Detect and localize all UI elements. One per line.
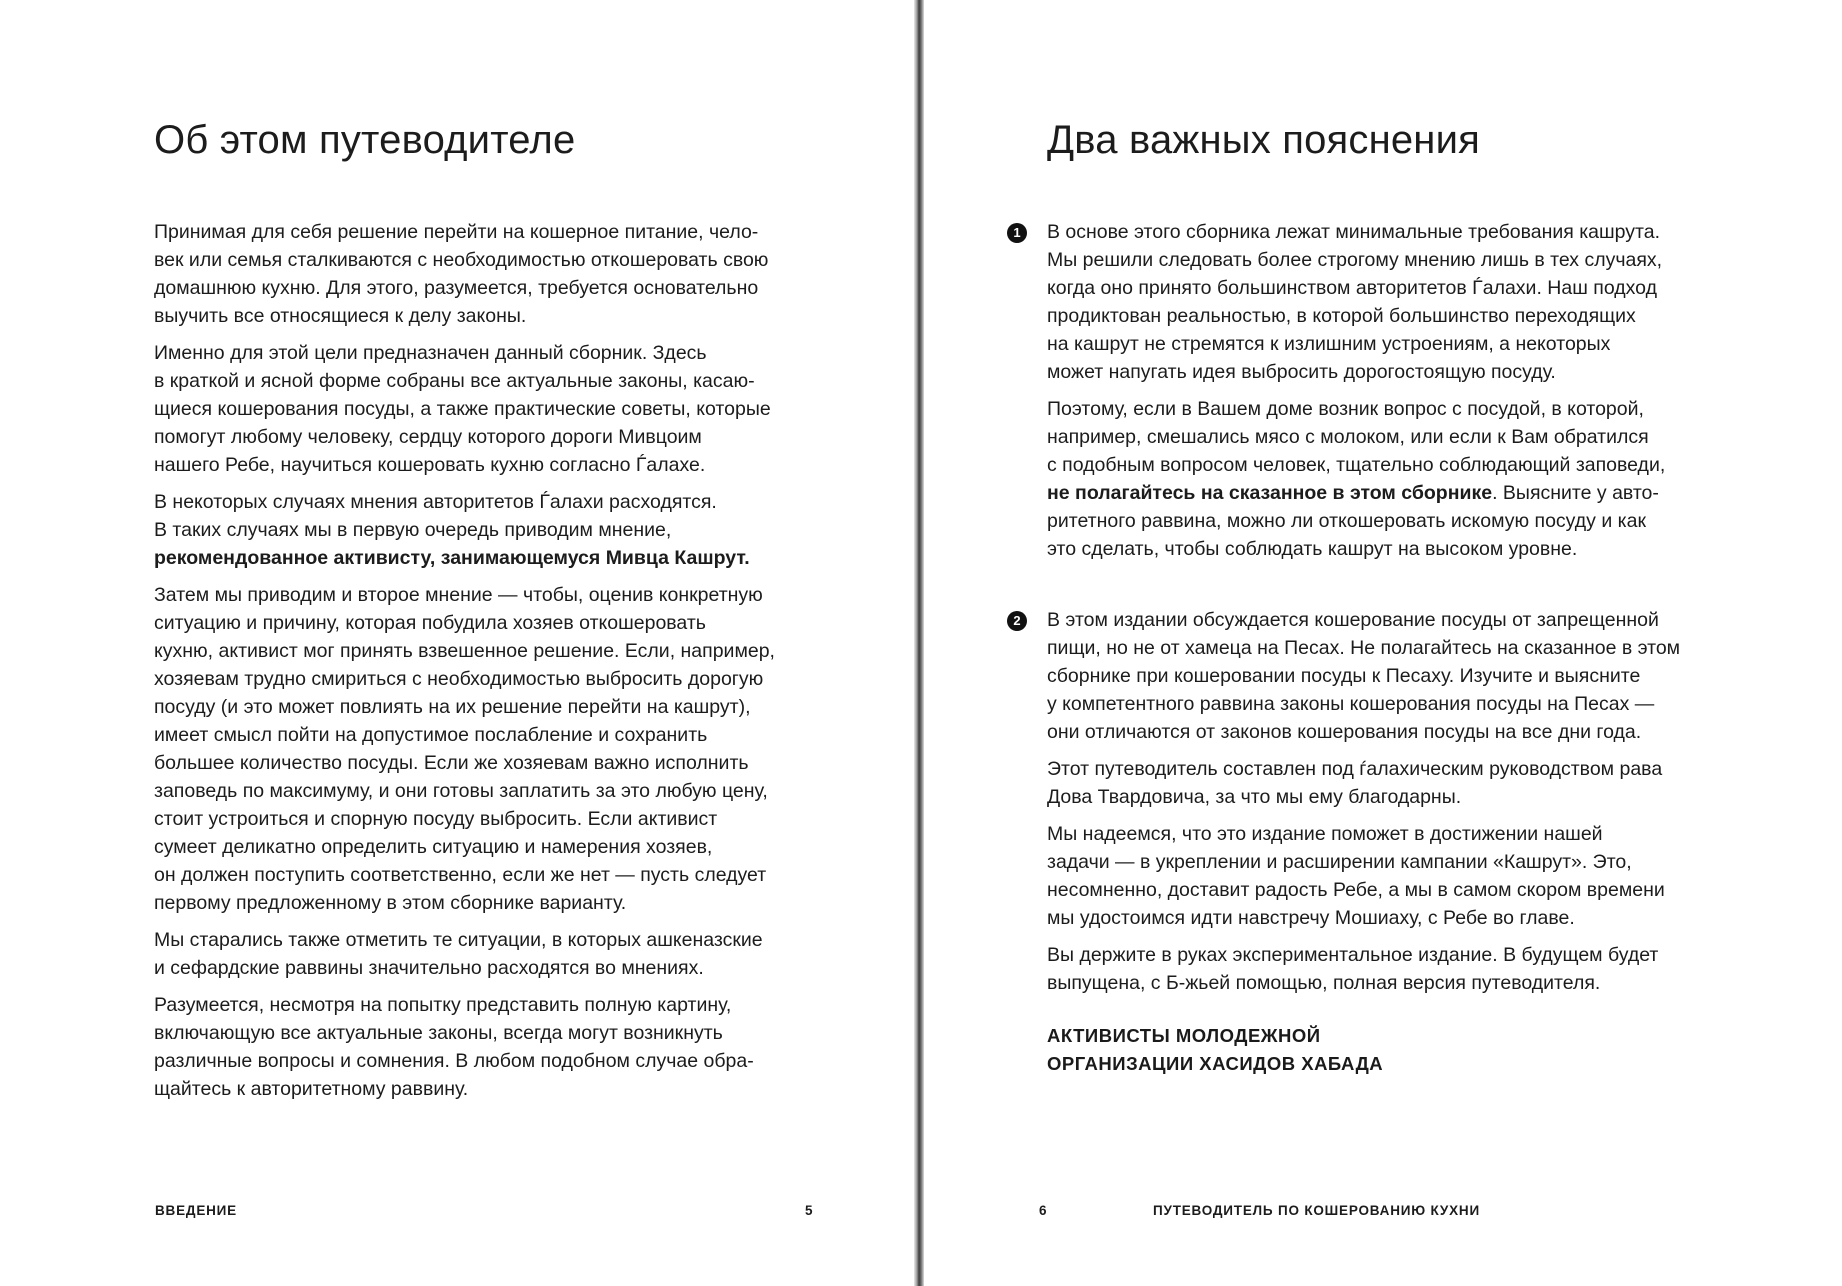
- text-line: несомненно, доставит радость Ребе, а мы в самом скором времени: [1047, 879, 1665, 901]
- text-line: например, смешались мясо с молоком, или если к Вам обратился: [1047, 426, 1649, 448]
- paragraph: [1047, 606, 1707, 746]
- text-line: домашнюю кухню. Для этого, разумеется, требуется основательно: [154, 277, 759, 299]
- paragraph: [154, 218, 814, 330]
- paragraph: [1047, 941, 1707, 997]
- text-line: может напугать идея выбросить дорогостоящую посуду.: [1047, 361, 1556, 383]
- text-line: имеет смысл пойти на допустимое послабление и сохранить: [154, 724, 708, 746]
- text-line: ритетного раввина, можно ли откошеровать искомую посуду и как: [1047, 510, 1646, 532]
- text-line: заповедь по максимуму, и они готовы заплатить за это любую цену,: [154, 780, 768, 802]
- text-line: он должен поступить соответственно, если же нет — пусть следует: [154, 864, 767, 886]
- text-line: Поэтому, если в Вашем доме возник вопрос с посудой, в которой,: [1047, 398, 1644, 420]
- text-line: Вы держите в руках экспериментальное издание. В будущем будет: [1047, 944, 1659, 966]
- text-line: посуду (и это может повлиять на их решение перейти на кашрут),: [154, 696, 751, 718]
- page-number: 5: [805, 1203, 814, 1218]
- text-line: Дова Твардовича, за что мы ему благодарны.: [1047, 786, 1462, 808]
- number-badge-2: 2: [1007, 611, 1027, 631]
- note-1: [1013, 218, 1707, 563]
- left-page-title: Об этом путеводителе: [154, 118, 576, 162]
- signature-line: ОРГАНИЗАЦИИ ХАСИДОВ ХАБАДА: [1047, 1053, 1384, 1074]
- book-spine-gutter: [914, 0, 924, 1286]
- text-line: кухню, активист мог принять взвешенное решение. Если, например,: [154, 640, 775, 662]
- footer-book-title: ПУТЕВОДИТЕЛЬ ПО КОШЕРОВАНИЮ КУХНИ: [1153, 1203, 1480, 1218]
- text-fragment: . Выясните у авто-: [1492, 482, 1659, 504]
- text-line: с подобным вопросом человек, тщательно соблюдающий заповеди,: [1047, 454, 1666, 476]
- text-line: нашего Ребе, научиться кошеровать кухню согласно Ѓалахе.: [154, 454, 706, 476]
- text-line: задачи — в укреплении и расширении кампании «Кашрут». Это,: [1047, 851, 1632, 873]
- text-line: Мы надеемся, что это издание поможет в достижении нашей: [1047, 823, 1603, 845]
- text-line: сборнике при кошеровании посуды к Песаху. Изучите и выясните: [1047, 665, 1641, 687]
- text-line: и сефардские раввины значительно расходятся во мнениях.: [154, 957, 704, 979]
- footer-section-label: ВВЕДЕНИЕ: [155, 1203, 237, 1218]
- page-number: 6: [1039, 1203, 1048, 1218]
- text-line: щиеся кошерования посуды, а также практические советы, которые: [154, 398, 771, 420]
- text-line: когда оно принято большинством авторитетов Ѓалахи. Наш подход: [1047, 277, 1657, 299]
- text-line: В основе этого сборника лежат минимальные требования кашрута.: [1047, 221, 1661, 243]
- text-line: Мы решили следовать более строгому мнению лишь в тех случаях,: [1047, 249, 1663, 271]
- left-page: [0, 0, 914, 1286]
- bold-emphasis: рекомендованное активисту, занимающемуся Мивца Кашрут.: [154, 547, 750, 569]
- text-line: большее количество посуды. Если же хозяевам важно исполнить: [154, 752, 749, 774]
- paragraph: [1047, 395, 1707, 563]
- text-line: мы удостоимся идти навстречу Мошиаху, с Ребе во главе.: [1047, 907, 1575, 929]
- paragraph: [154, 926, 814, 982]
- text-line: сумеет деликатно определить ситуацию и намерения хозяев,: [154, 836, 713, 858]
- text-line: пищи, но не от хамеца на Песах. Не полагайтесь на сказанное в этом: [1047, 637, 1681, 659]
- text-line: они отличаются от законов кошерования посуды на все дни года.: [1047, 721, 1642, 743]
- text-line: в краткой и ясной форме собраны все актуальные законы, касаю-: [154, 370, 755, 392]
- text-line: Разумеется, несмотря на попытку представить полную картину,: [154, 994, 732, 1016]
- right-text-column: [1013, 218, 1707, 1078]
- paragraph: [1047, 218, 1707, 386]
- paragraph: [1047, 820, 1707, 932]
- right-page: [924, 0, 1842, 1286]
- text-line: это сделать, чтобы соблюдать кашрут на высоком уровне.: [1047, 538, 1578, 560]
- text-line: ситуацию и причину, которая побудила хозяев откошеровать: [154, 612, 706, 634]
- paragraph: [154, 339, 814, 479]
- text-line: у компетентного раввина законы кошерования посуды на Песах —: [1047, 693, 1655, 715]
- text-line: включающую все актуальные законы, всегда могут возникнуть: [154, 1022, 723, 1044]
- text-line: Этот путеводитель составлен под ѓалахическим руководством рава: [1047, 758, 1663, 780]
- text-line: Принимая для себя решение перейти на кошерное питание, чело-: [154, 221, 759, 243]
- number-badge-1: 1: [1007, 223, 1027, 243]
- text-line: Мы старались также отметить те ситуации, в которых ашкеназские: [154, 929, 763, 951]
- left-text-column: [154, 218, 814, 1112]
- signature-line: АКТИВИСТЫ МОЛОДЕЖНОЙ: [1047, 1025, 1321, 1046]
- text-line: выпущена, с Б-жьей помощью, полная версия путеводителя.: [1047, 972, 1601, 994]
- text-line: Именно для этой цели предназначен данный сборник. Здесь: [154, 342, 707, 364]
- text-line: первому предложенному в этом сборнике варианту.: [154, 892, 627, 914]
- text-line: выучить все относящиеся к делу законы.: [154, 305, 527, 327]
- text-line: щайтесь к авторитетному раввину.: [154, 1078, 469, 1100]
- text-line: помогут любому человеку, сердцу которого дороги Мивцоим: [154, 426, 702, 448]
- text-line: В этом издании обсуждается кошерование посуды от запрещенной: [1047, 609, 1659, 631]
- text-line: продиктован реальностью, в которой большинство переходящих: [1047, 305, 1636, 327]
- bold-emphasis: не полагайтесь на сказанное в этом сборнике: [1047, 482, 1493, 504]
- signature: [1047, 1022, 1707, 1078]
- text-line: век или семья сталкиваются с необходимостью откошеровать свою: [154, 249, 769, 271]
- text-line: В таких случаях мы в первую очередь приводим мнение,: [154, 519, 672, 541]
- right-page-title: Два важных пояснения: [1047, 118, 1481, 162]
- text-line: хозяевам трудно смириться с необходимостью выбросить дорогую: [154, 668, 764, 690]
- paragraph: [154, 991, 814, 1103]
- text-line: стоит устроиться и спорную посуду выбросить. Если активист: [154, 808, 718, 830]
- text-line: различные вопросы и сомнения. В любом подобном случае обра-: [154, 1050, 754, 1072]
- text-line: В некоторых случаях мнения авторитетов Ѓалахи расходятся.: [154, 491, 717, 513]
- paragraph: [1047, 755, 1707, 811]
- text-line: Затем мы приводим и второе мнение — чтобы, оценив конкретную: [154, 584, 763, 606]
- paragraph: [154, 581, 814, 917]
- text-line: на кашрут не стремятся к излишним устроениям, а некоторых: [1047, 333, 1611, 355]
- paragraph: [154, 488, 814, 572]
- note-2: [1013, 606, 1707, 746]
